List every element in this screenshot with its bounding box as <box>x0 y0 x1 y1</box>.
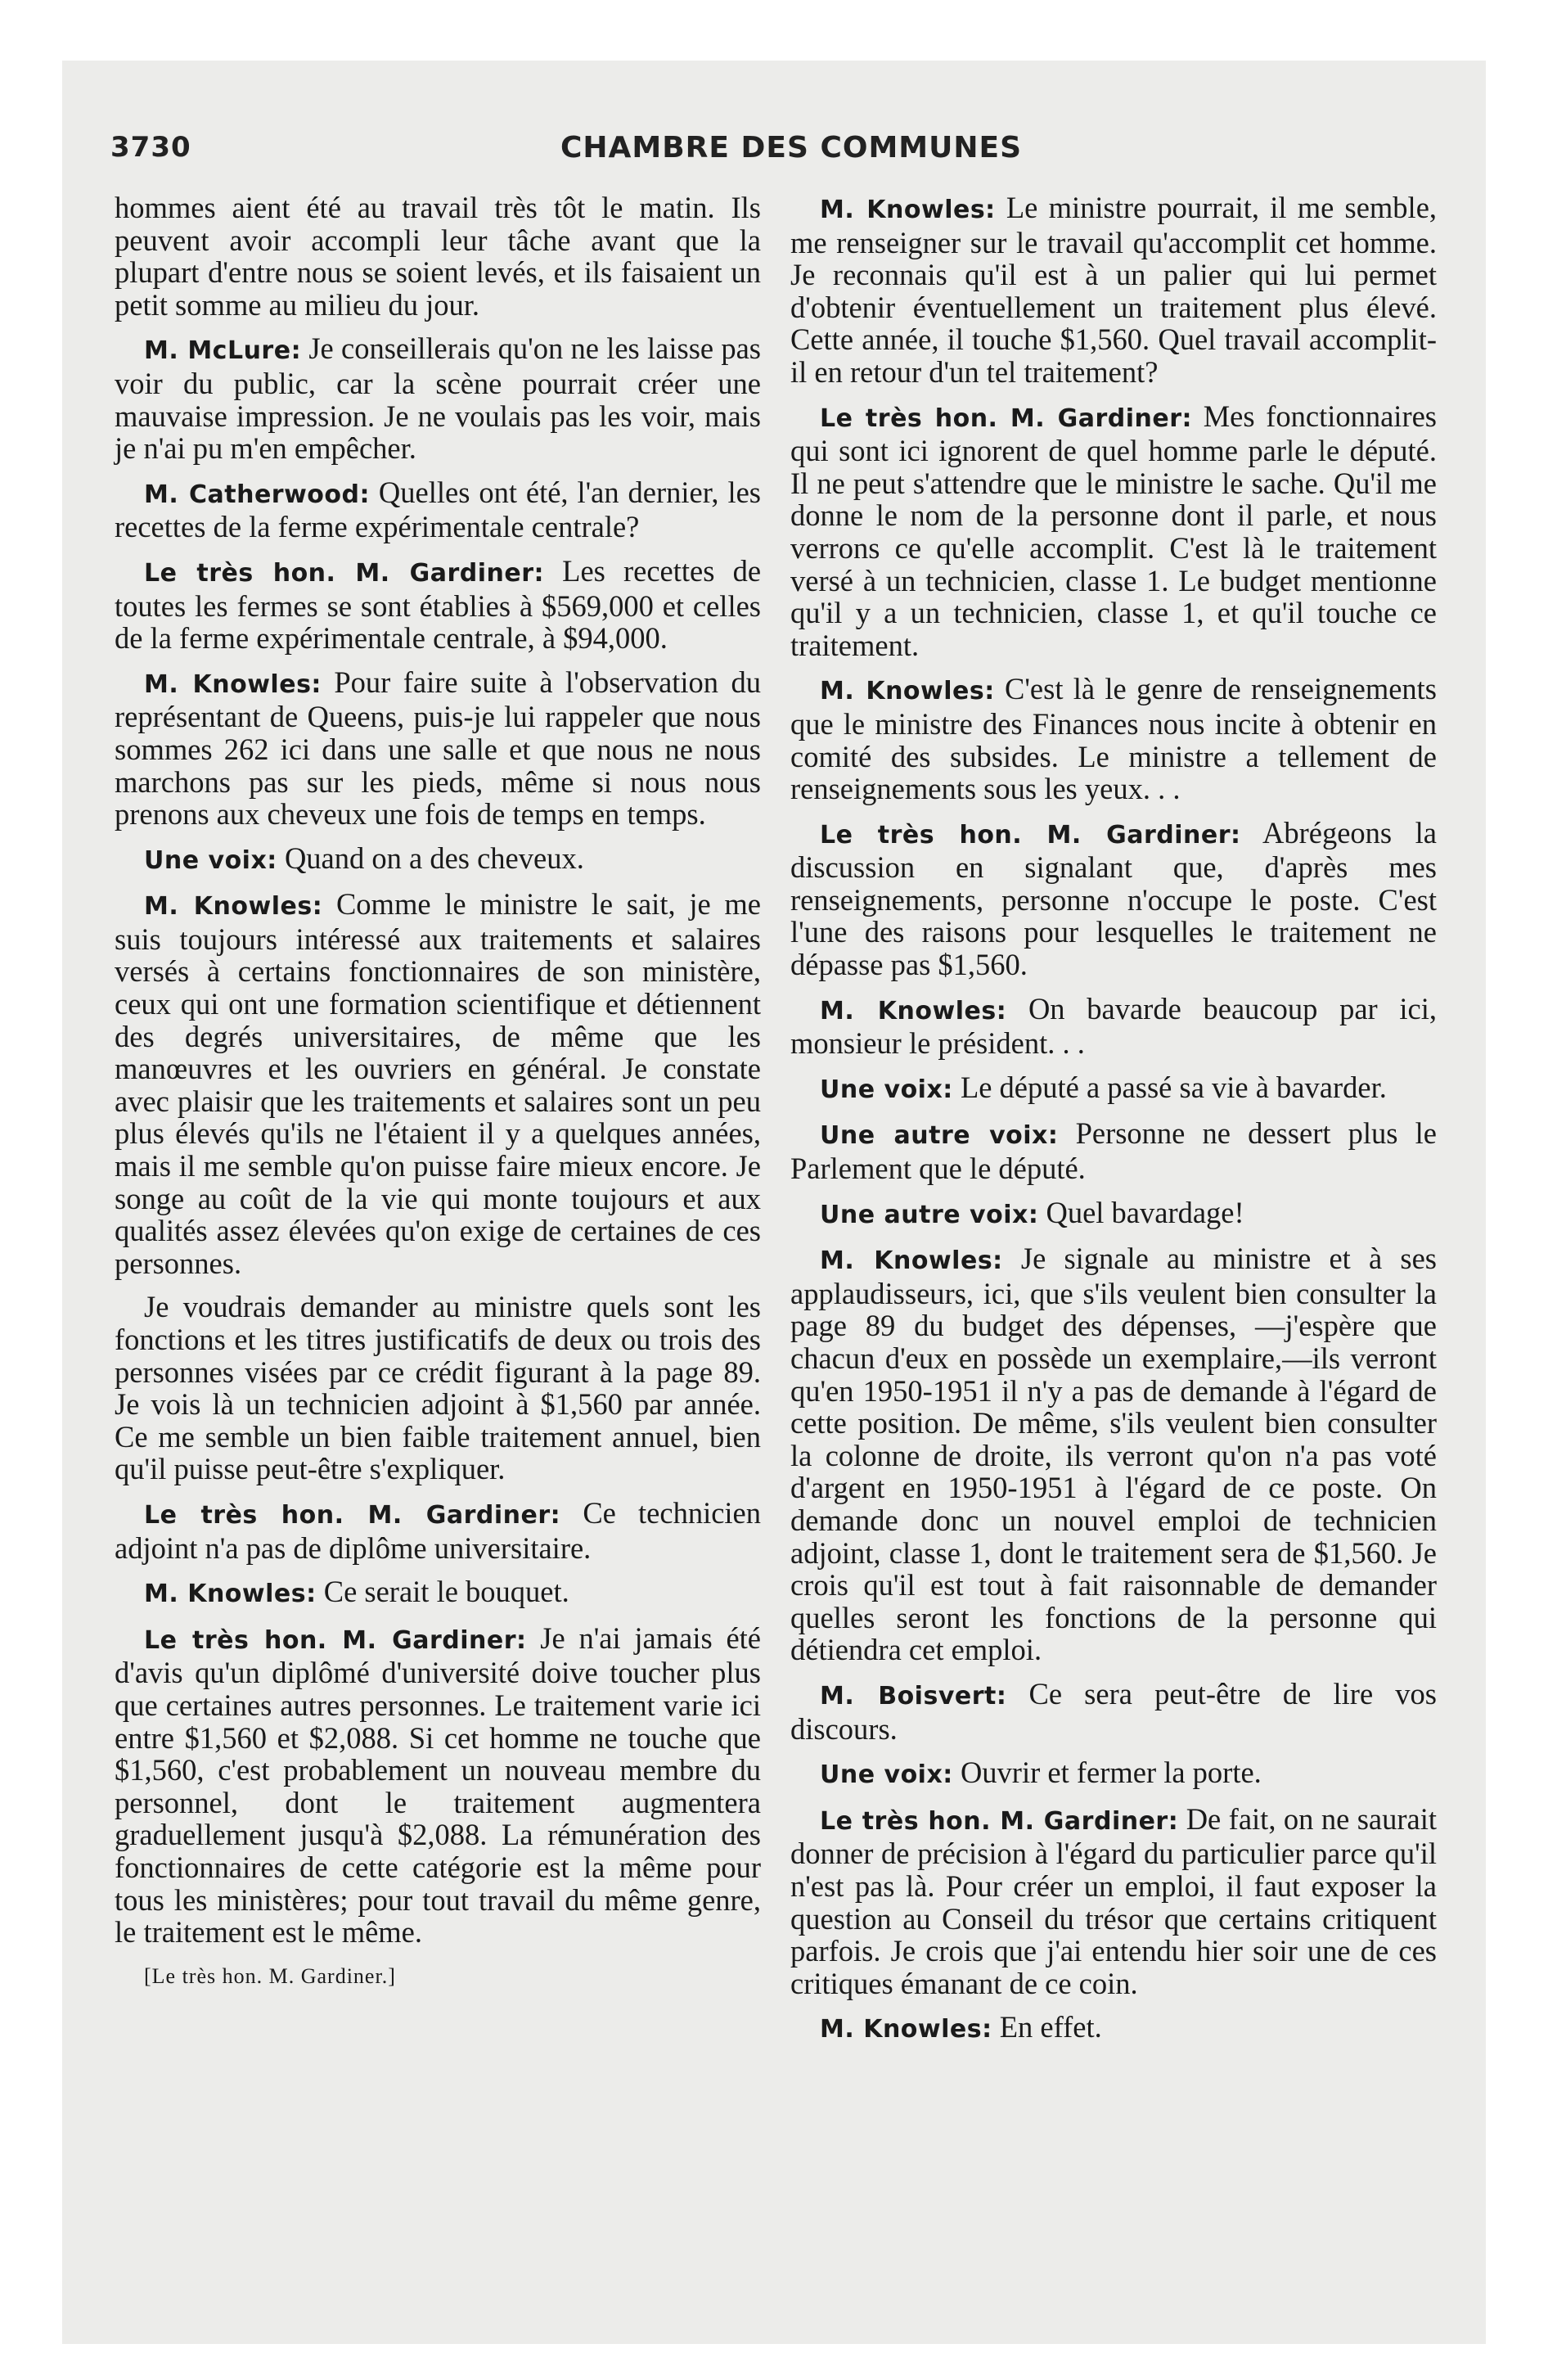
paragraph-text: Le ministre pourrait, il me semble, me renseigner sur le travail qu'accomplit cet homme. Je reconnais qu'il est à un palier qui lui permet d'obtenir éventuellement un traitement plus élevé. Cette année, il touche $1,560. Quel travail accomplit-il en retour d'un tel traitement? <box>790 191 1438 389</box>
paragraph-text: Ce technicien adjoint n'a pas de diplôme universitaire. <box>115 1495 761 1565</box>
paragraph <box>790 1678 1437 1745</box>
paragraph <box>115 192 761 321</box>
speaker-name: M. McLure: <box>144 336 302 366</box>
running-title: CHAMBRE DES COMMUNES <box>560 131 1023 165</box>
paragraph <box>790 993 1437 1060</box>
left-column <box>115 192 761 2004</box>
speaker-name: M. Knowles: <box>820 196 996 224</box>
paragraph <box>790 2011 1437 2046</box>
paragraph <box>790 1071 1437 1107</box>
paragraph <box>790 1117 1437 1184</box>
speaker-name: Une autre voix: <box>820 1200 1039 1229</box>
speaker-name: M. Knowles: <box>144 669 322 699</box>
speaker-name: M. Knowles: <box>144 892 323 922</box>
paragraph <box>790 1756 1437 1792</box>
speaker-name: Une voix: <box>820 1075 953 1104</box>
paragraph-text: De fait, on ne saurait donner de précision à l'égard du particulier parce qu'il n'est pas là. Pour créer un emploi, il faut exposer la question au Conseil du trésor que certains critiquent parfois. Je crois que j'ai entendu hier soir une de ces critiques émanant de ce coin. <box>790 1801 1438 2000</box>
speaker-name: Le très hon. M. Gardiner: <box>144 558 545 588</box>
paragraph-text: Je conseillerais qu'on ne les laisse pas voir du public, car la scène pourrait créer une mauvaise impression. Je ne voulais pas les voir, mais je n'ai pu m'en empêcher. <box>115 331 762 466</box>
speaker-name: M. Knowles: <box>820 677 995 706</box>
paragraph <box>790 817 1437 981</box>
paragraph-text: Pour faire suite à l'observation du représentant de Queens, puis-je lui rappeler que nous sommes 262 ici dans une salle et que nous ne nous marchons pas sur les pieds, même si nous nous prenons aux cheveux une fois de temps en temps. <box>115 665 761 832</box>
speaker-name: M. Boisvert: <box>820 1681 1007 1711</box>
paragraph <box>115 476 761 543</box>
speaker-name: M. Knowles: <box>820 2015 992 2044</box>
speaker-name: Le très hon. M. Gardiner: <box>820 403 1193 433</box>
paragraph-text: Abrégeons la discussion en signalant que, d'après mes renseignements, personne n'occupe le poste. C'est l'une des raisons pour lesquelles le traitement ne dépasse pas $1,560. <box>790 815 1437 982</box>
paragraph <box>115 1291 761 1485</box>
paragraph <box>790 1803 1437 2000</box>
paragraph <box>115 1622 761 1949</box>
speaker-name: Une autre voix: <box>820 1121 1059 1151</box>
paragraph-text: Ouvrir et fermer la porte. <box>960 1756 1262 1790</box>
paragraph <box>790 673 1437 805</box>
paragraph <box>115 555 761 655</box>
speaker-name: Le très hon. M. Gardiner: <box>144 1625 527 1655</box>
paragraph <box>790 400 1437 662</box>
paragraph <box>115 888 761 1279</box>
paragraph-text: Je signale au ministre et à ses applaudisseurs, ici, que s'ils veulent bien consulter la page 89 du budget des dépenses, —j'espère que chacun d'eux en possède un exemplaire,—ils verront qu'en 1950-1951 il n'y a pas de demande à l'égard de cette position. De même, s'ils veulent bien consulter la colonne de droite, ils verront qu'on n'a pas voté d'argent en 1950-1951 à l'égard de ce poste. On demande donc un nouvel emploi de technicien adjoint, classe 1, dont le traitement sera de $1,560. Je crois qu'il est tout à fait raisonnable de demander quelles seront les fonctions de la personne qui détiendra cet emploi. <box>790 1242 1437 1667</box>
paragraph <box>115 666 761 831</box>
paragraph-text: Comme le ministre le sait, je me suis toujours intéressé aux traitements et salaires versés à certains fonctionnaires de son ministère, ceux qui ont une formation scientifique et détiennent des degrés universitaires, de même que les manœuvres et les ouvriers en général. Je constate avec plaisir que les traitements et salaires sont un peu plus élevés qu'ils ne l'étaient il y a quelques années, mais il me semble qu'on puisse faire mieux encore. Je songe au coût de la vie qui monte toujours et aux qualités assez élevées qu'on exige de certaines de ces personnes. <box>115 887 761 1280</box>
page-header <box>110 124 1436 174</box>
paragraph-text: C'est là le genre de renseignements que le ministre des Finances nous incite à obtenir en comité des subsides. Le ministre a tellement de renseignements sous les yeux. . . <box>790 672 1438 806</box>
paragraph-text: Quel bavardage! <box>1046 1195 1244 1229</box>
paragraph-text: Mes fonctionnaires qui sont ici ignorent de quel homme parle le député. Il ne peut s'attendre que le ministre le sache. Qu'il me donne le nom de la personne dont il parle, et nous verrons ce qu'elle accomplit. C'est là le traitement versé à un technicien, classe 1. Le budget mentionne qu'il y a un technicien, classe 1, et qu'il touche ce traitement. <box>790 399 1438 662</box>
footer-reference: [Le très hon. M. Gardiner.] <box>144 1963 396 1988</box>
paragraph-text: On bavarde beaucoup par ici, monsieur le président. . . <box>790 991 1438 1061</box>
speaker-name: M. Knowles: <box>144 1580 317 1609</box>
paragraph-text: Les recettes de toutes les fermes se sont établies à $569,000 et celles de la ferme expérimentale centrale, à $94,000. <box>115 553 762 656</box>
paragraph-text: Le député a passé sa vie à bavarder. <box>960 1070 1387 1104</box>
paragraph-text: Quand on a des cheveux. <box>284 841 584 875</box>
page-number: 3730 <box>110 131 191 164</box>
speaker-name: Le très hon. M. Gardiner: <box>144 1500 561 1530</box>
paragraph <box>115 1497 761 1564</box>
paragraph-text: hommes aient été au travail très tôt le matin. Ils peuvent avoir accompli leur tâche avant que la plupart d'entre nous se soient levés, et ils faisaient un petit somme au milieu du jour. <box>115 191 761 322</box>
paragraph-text: Personne ne dessert plus le Parlement que le député. <box>790 1116 1437 1186</box>
paragraph <box>790 1242 1437 1666</box>
paragraph <box>790 1197 1437 1232</box>
paragraph-text: Quelles ont été, l'an dernier, les recettes de la ferme expérimentale centrale? <box>115 475 762 544</box>
speaker-name: M. Knowles: <box>820 1246 1003 1276</box>
paragraph <box>115 842 761 877</box>
paragraph-text: Ce serait le bouquet. <box>323 1575 569 1609</box>
paragraph-text: Je n'ai jamais été d'avis qu'un diplômé d'université doive toucher plus que certaines autres personnes. Le traitement varie ici entre $1,560 et $2,088. Si cet homme ne touche que $1,560, c'est probablement un nouveau membre du personnel, dont le traitement augmentera graduellement jusqu'à $2,088. La rémunération des fonctionnaires de cette catégorie est la même pour tous les ministères; pour tout travail du même genre, le traitement est le même. <box>115 1620 761 1950</box>
speaker-name: M. Knowles: <box>820 996 1007 1025</box>
paragraph-text: En effet. <box>999 2010 1102 2044</box>
paragraph <box>115 1575 761 1611</box>
right-column <box>790 192 1437 2058</box>
paragraph-text: Ce sera peut-être de lire vos discours. <box>790 1676 1437 1746</box>
paragraph <box>115 332 761 464</box>
speaker-name: Le très hon. M. Gardiner: <box>820 820 1241 850</box>
paragraph-text: Je voudrais demander au ministre quels sont les fonctions et les titres justificatifs de deux ou trois des personnes visées par ce crédit figurant à la page 89. Je vois là un technicien adjoint à $1,560 par année. Ce me semble un bien faible traitement annuel, bien qu'il puisse peut-être s'expliquer. <box>115 1290 761 1486</box>
speaker-name: Le très hon. M. Gardiner: <box>820 1806 1179 1836</box>
speaker-name: M. Catherwood: <box>144 480 370 509</box>
speaker-name: Une voix: <box>820 1760 953 1790</box>
paragraph <box>790 192 1437 389</box>
speaker-name: Une voix: <box>144 845 277 875</box>
